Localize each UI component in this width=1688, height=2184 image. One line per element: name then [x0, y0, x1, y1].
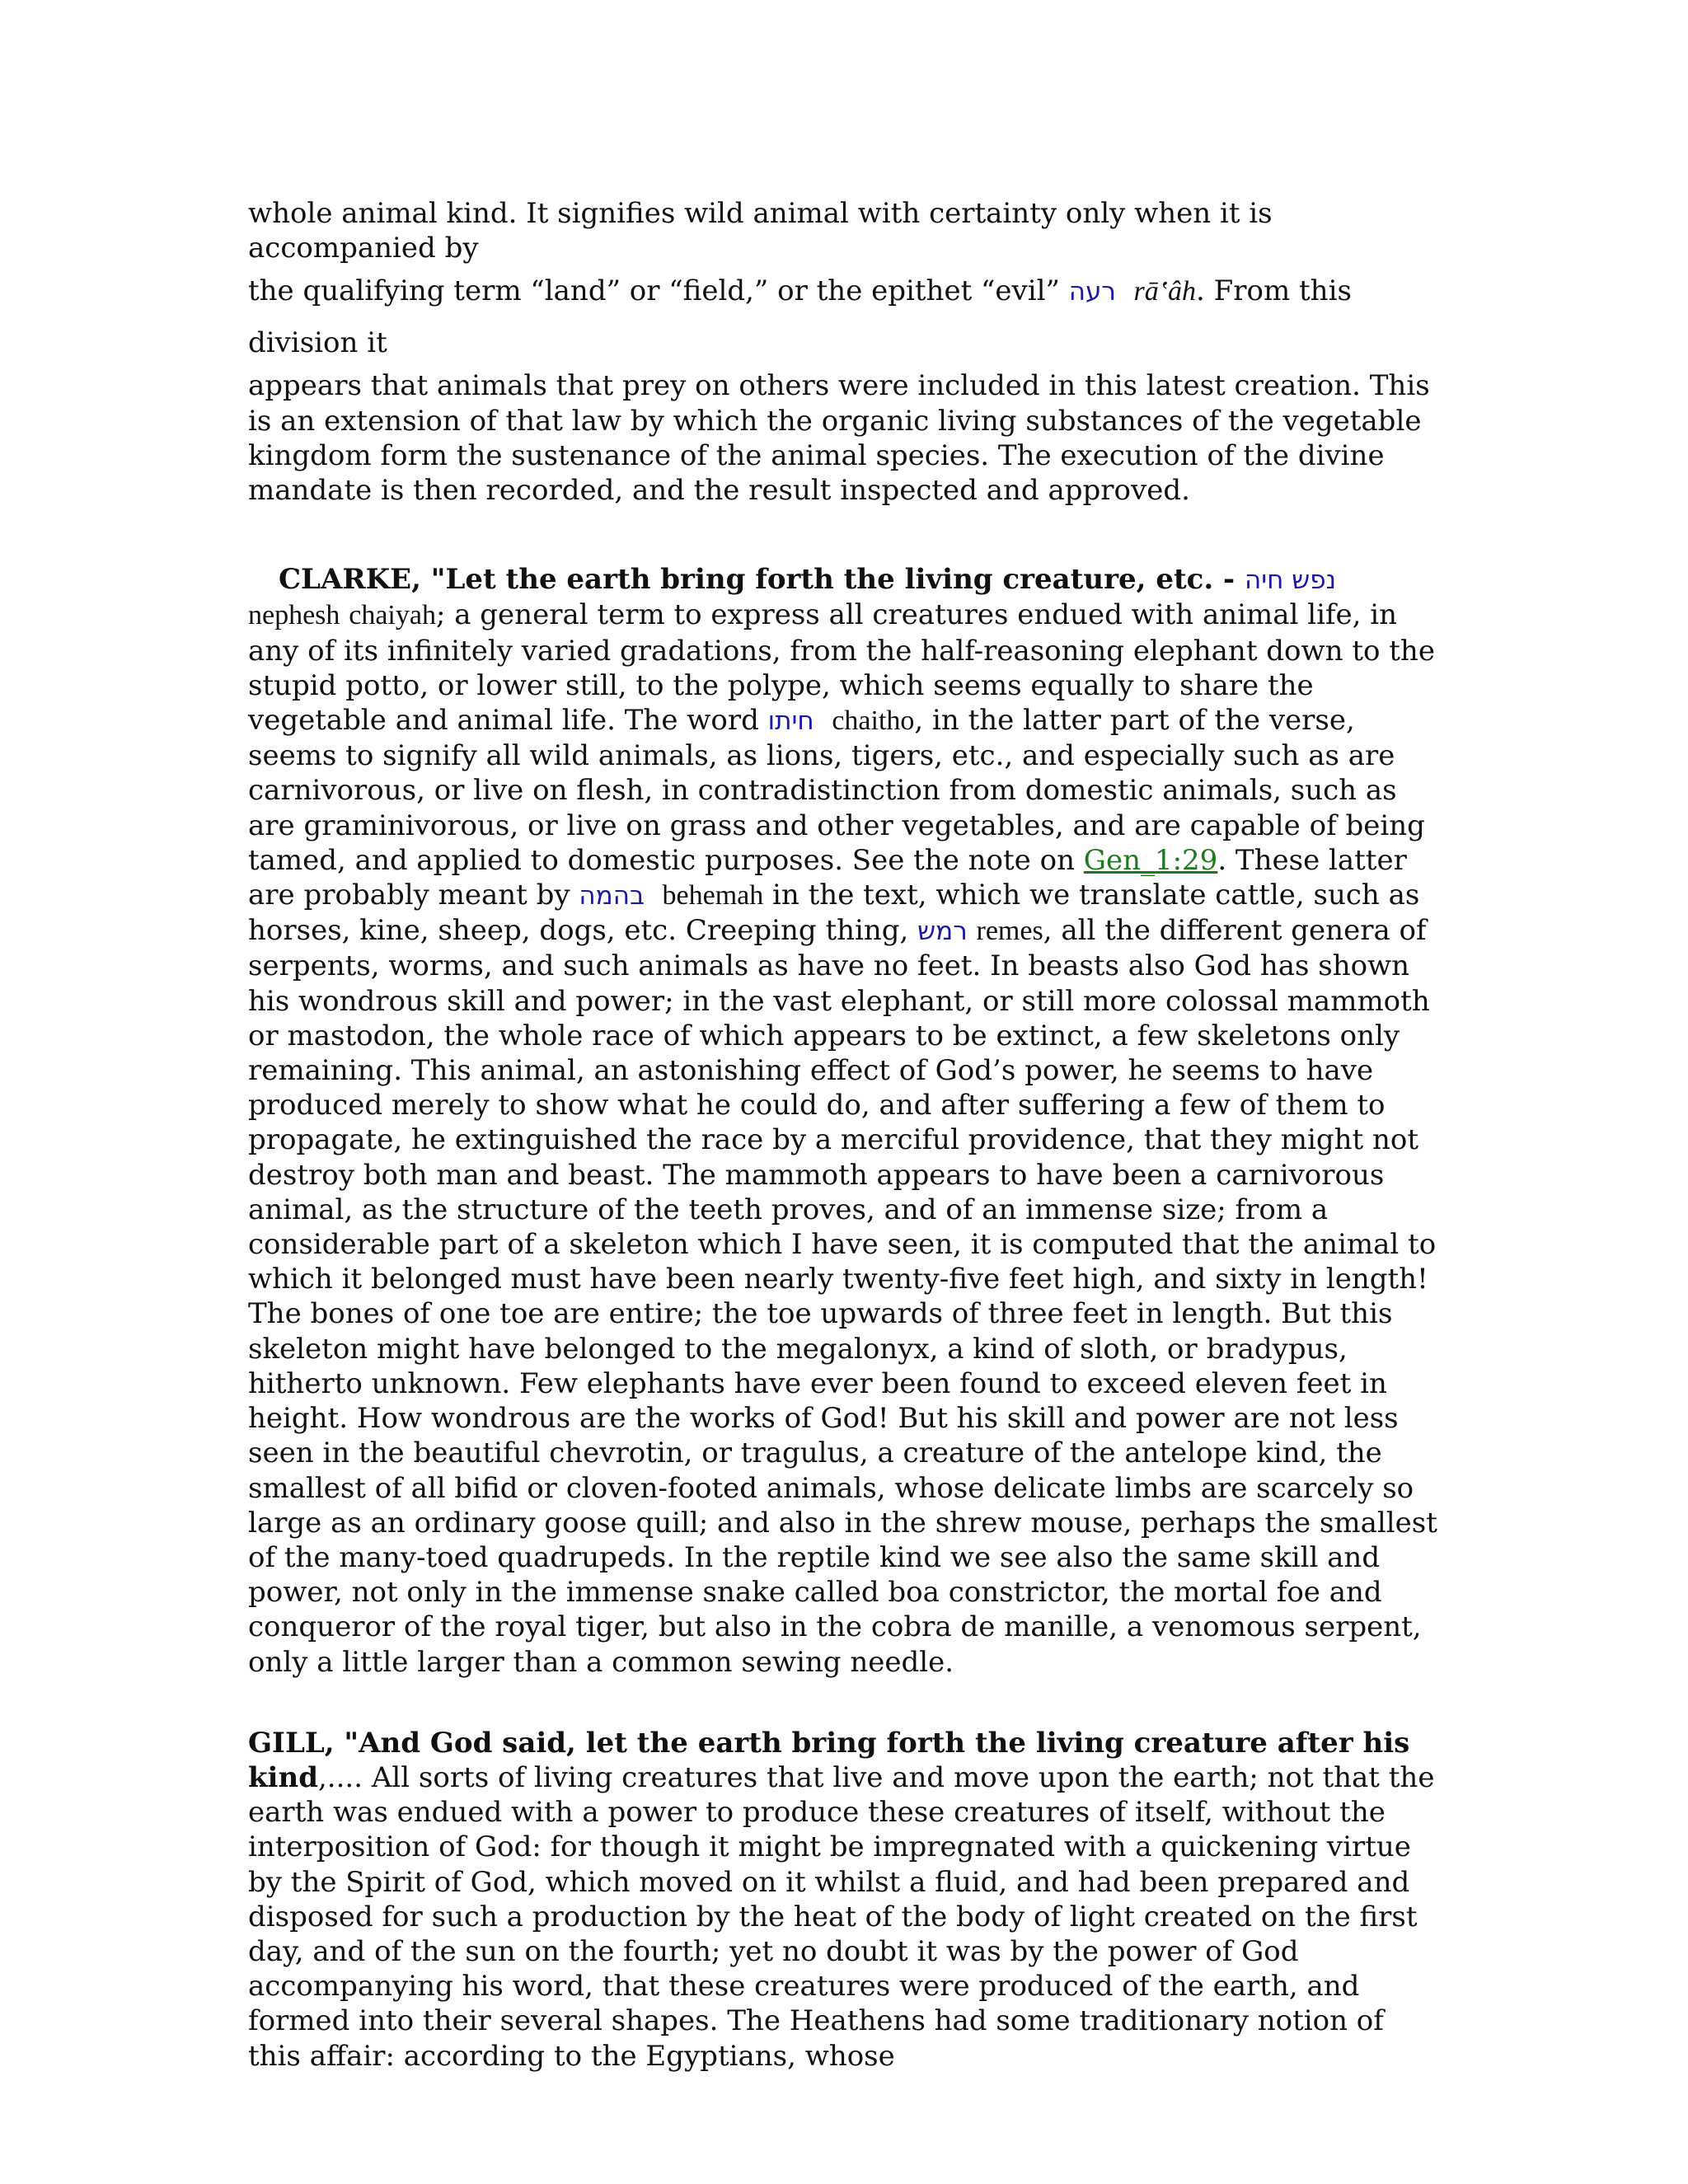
- clarke-text-1: ; a general term to express all creatures endued with animal life, in any of its infinitely varied gradations, from the half-reasoning elephant down to the stupid potto, or lower still, to the polype, which seems equally to share the vegetable and animal life. The word: [248, 598, 1435, 738]
- clarke-heading: CLARKE, "Let the earth bring forth the living creature, etc. -: [279, 563, 1245, 597]
- gill-text: ,.... All sorts of living creatures that live and move upon the earth; not that the earth was endued with a power to produce these creatures of itself, without the interposition of God: for though it might be impregnated with a quickening virtue by the Spirit of God, which moved on it whilst a fluid, and had been prepared and disposed for such a production by the heat of the body of light created on the first day, and of the sun on the fourth; yet no doubt it was by the power of God accompanying his word, that these creatures were produced of the earth, and formed into their several shapes. The Heathens had some traditionary notion of this affair: according to the Egyptians, whose: [248, 1760, 1435, 2073]
- transliteration-raah: rā‛âh: [1133, 276, 1197, 307]
- hebrew-remes: רמש: [917, 916, 968, 947]
- document-page: [248, 196, 1443, 2074]
- transliteration-remes: remes: [976, 916, 1043, 947]
- clarke-text-5: , all the different genera of serpents, worms, and such animals as have no feet. In beasts also God has shown his wondrous skill and power; in the vast elephant, or still more colossal mammoth or mastodon, the whole race of which appears to be extinct, a few skeletons only remaining. This animal, an astonishing effect of God’s power, he seems to have produced merely to show what he could do, and after suffering a few of them to propagate, he extinguished the race by a merciful providence, that they might not destroy both man and beast. The mammoth appears to have been a carnivorous animal, as the structure of the teeth proves, and of an immense size; from a considerable part of a skeleton which I have seen, it is computed that the animal to which it belonged must have been nearly twenty-five feet high, and sixty in length! The bones of one toe are entire; the toe upwards of three feet in length. But this skeleton might have belonged to the megalonyx, a kind of sloth, or bradypus, hitherto unknown. Few elephants have ever been found to exceed eleven feet in height. How wondrous are the works of God! But his skill and power are not less seen in the beautiful chevrotin, or tragulus, a creature of the antelope kind, the smallest of all bifid or cloven-footed animals, whose delicate limbs are scarcely so large as an ordinary goose quill; and also in the shrew mouse, perhaps the smallest of the many-toed quadrupeds. In the reptile kind we see also the same skill and power, not only in the immense snake called boa constrictor, the mortal foe and conqueror of the royal tiger, but also in the cobra de manille, a venomous serpent, only a little larger than a common sewing needle.: [248, 914, 1437, 1679]
- intro-line-2-end: . From this division it: [248, 274, 1352, 360]
- hebrew-nephesh-chaiyah: נפש חיה: [1245, 565, 1337, 596]
- gill-heading: GILL, "And God said, let the earth bring forth the living creature after his kind: [248, 1726, 1410, 1794]
- hebrew-raah: רעה: [1068, 277, 1116, 307]
- clarke-text-2: , in the latter part of the verse, seems to signify all wild animals, as lions, tigers, etc., and especially such as are carnivorous, or live on flesh, in contradistinction from domestic animals, such as are graminivorous, or live on grass and other vegetables, and are capable of being tamed, and applied to domestic purposes. See the note on: [248, 704, 1425, 877]
- scripture-reference-link[interactable]: Gen_1:29: [1083, 843, 1218, 877]
- intro-line-2-start: the qualifying term “land” or “field,” or the epithet “evil”: [248, 274, 1069, 308]
- transliteration-chaiyah: chaiyah: [349, 600, 436, 631]
- clarke-paragraph: [248, 562, 1443, 1680]
- intro-line-1: whole animal kind. It signifies wild animal with certainty only when it is accompanied by: [248, 197, 1273, 265]
- clarke-text-3: . These latter are probably meant by: [248, 843, 1407, 912]
- intro-paragraph: [248, 196, 1443, 508]
- hebrew-behemah: בהמה: [579, 881, 645, 912]
- gill-paragraph: [248, 1726, 1443, 2074]
- intro-rest: appears that animals that prey on others were included in this latest creation. This is an extension of that law by which the organic living substances of the vegetable kingdom form the sustenance of the animal species. The execution of the divine mandate is then recorded, and the result inspected and approved.: [248, 369, 1430, 508]
- hebrew-chaitho: חיתו: [767, 706, 814, 737]
- transliteration-behemah: behemah: [662, 880, 764, 912]
- transliteration-chaitho: chaitho: [832, 705, 915, 737]
- transliteration-nephesh: nephesh: [248, 600, 340, 631]
- clarke-text-4: in the text, which we translate cattle, such as horses, kine, sheep, dogs, etc. Creeping thing,: [248, 879, 1420, 948]
